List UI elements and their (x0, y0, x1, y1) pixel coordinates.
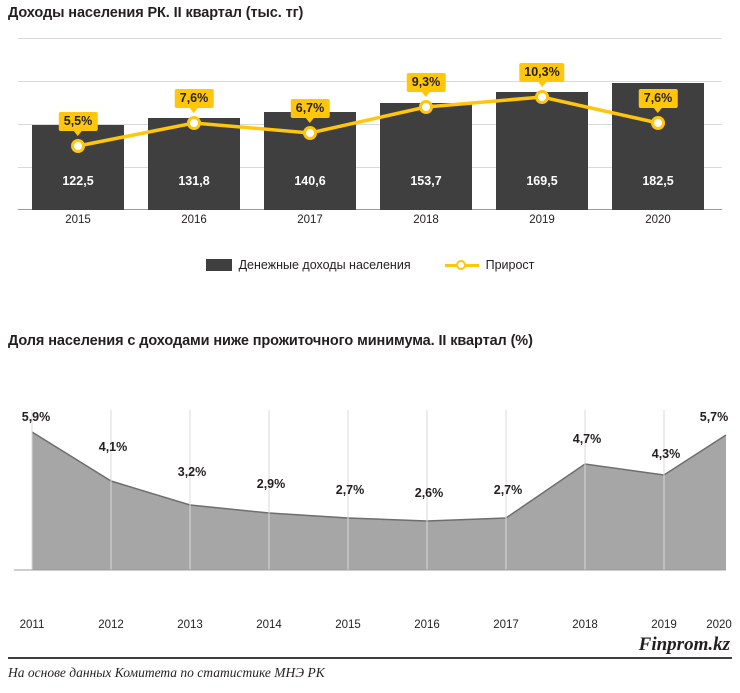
legend-line-swatch (445, 259, 479, 271)
x-tick-label: 2015 (65, 214, 91, 226)
growth-marker (305, 128, 316, 139)
x-tick-label: 2019 (529, 214, 555, 226)
growth-label: 7,6% (639, 89, 678, 108)
x-tick-label: 2015 (335, 619, 361, 631)
x-tick-label: 2020 (706, 619, 732, 631)
growth-marker (653, 118, 664, 129)
bar-value-label: 140,6 (294, 174, 326, 188)
value-label: 3,2% (177, 465, 207, 479)
x-tick-label: 2016 (414, 619, 440, 631)
growth-label: 10,3% (519, 63, 564, 82)
growth-marker (189, 118, 200, 129)
legend-bar-swatch (206, 259, 232, 271)
x-tick-label: 2011 (19, 619, 45, 631)
legend-item-bar (206, 258, 411, 272)
x-tick-label: 2014 (256, 619, 282, 631)
x-tick-label: 2012 (98, 619, 124, 631)
chart2-plot-area (14, 410, 732, 631)
x-tick-label: 2018 (572, 619, 598, 631)
bar-value-label: 122,5 (62, 174, 94, 188)
chart1-title: Доходы населения РК. II квартал (тыс. тг) (8, 5, 304, 21)
source-note: На основе данных Комитета по статистике МНЭ РК (8, 665, 325, 680)
x-tick-label: 2020 (645, 214, 671, 226)
x-tick-label: 2013 (177, 619, 203, 631)
chart1-legend (0, 258, 740, 272)
growth-label: 5,5% (59, 112, 98, 131)
growth-marker (537, 92, 548, 103)
footer-divider (8, 657, 732, 659)
x-tick-label: 2018 (413, 214, 439, 226)
x-tick-label: 2017 (493, 619, 519, 631)
income-bar-chart (0, 38, 740, 226)
value-label: 4,1% (98, 440, 128, 454)
legend-item-line (445, 258, 535, 272)
x-tick-label: 2017 (297, 214, 323, 226)
bar-value-label: 169,5 (526, 174, 558, 188)
value-label: 2,6% (414, 486, 444, 500)
brand-logo: Finprom.kz (638, 634, 730, 655)
chart2-title: Доля населения с доходами ниже прожиточного минимума. II квартал (%) (8, 333, 533, 349)
growth-line (18, 38, 722, 210)
bar-value-label: 182,5 (642, 174, 674, 188)
x-tick-label: 2016 (181, 214, 207, 226)
value-label: 5,7% (699, 410, 729, 424)
legend-label: Денежные доходы населения (238, 258, 411, 272)
value-label: 2,7% (493, 483, 523, 497)
value-label: 4,3% (651, 447, 681, 461)
bar-value-label: 153,7 (410, 174, 442, 188)
growth-marker (421, 102, 432, 113)
value-label: 5,9% (21, 410, 51, 424)
growth-line-path (78, 97, 658, 146)
value-label: 4,7% (572, 432, 602, 446)
growth-label: 9,3% (407, 73, 446, 92)
growth-label: 6,7% (291, 99, 330, 118)
legend-label: Прирост (485, 258, 535, 272)
poverty-share-area-chart (0, 368, 740, 631)
growth-marker (73, 141, 84, 152)
growth-label: 7,6% (175, 89, 214, 108)
x-tick-label: 2019 (651, 619, 677, 631)
chart1-plot-area (18, 38, 722, 226)
bar-value-label: 131,8 (178, 174, 210, 188)
value-label: 2,7% (335, 483, 365, 497)
value-label: 2,9% (256, 477, 286, 491)
area-series (14, 410, 726, 570)
area-fill (32, 432, 726, 570)
